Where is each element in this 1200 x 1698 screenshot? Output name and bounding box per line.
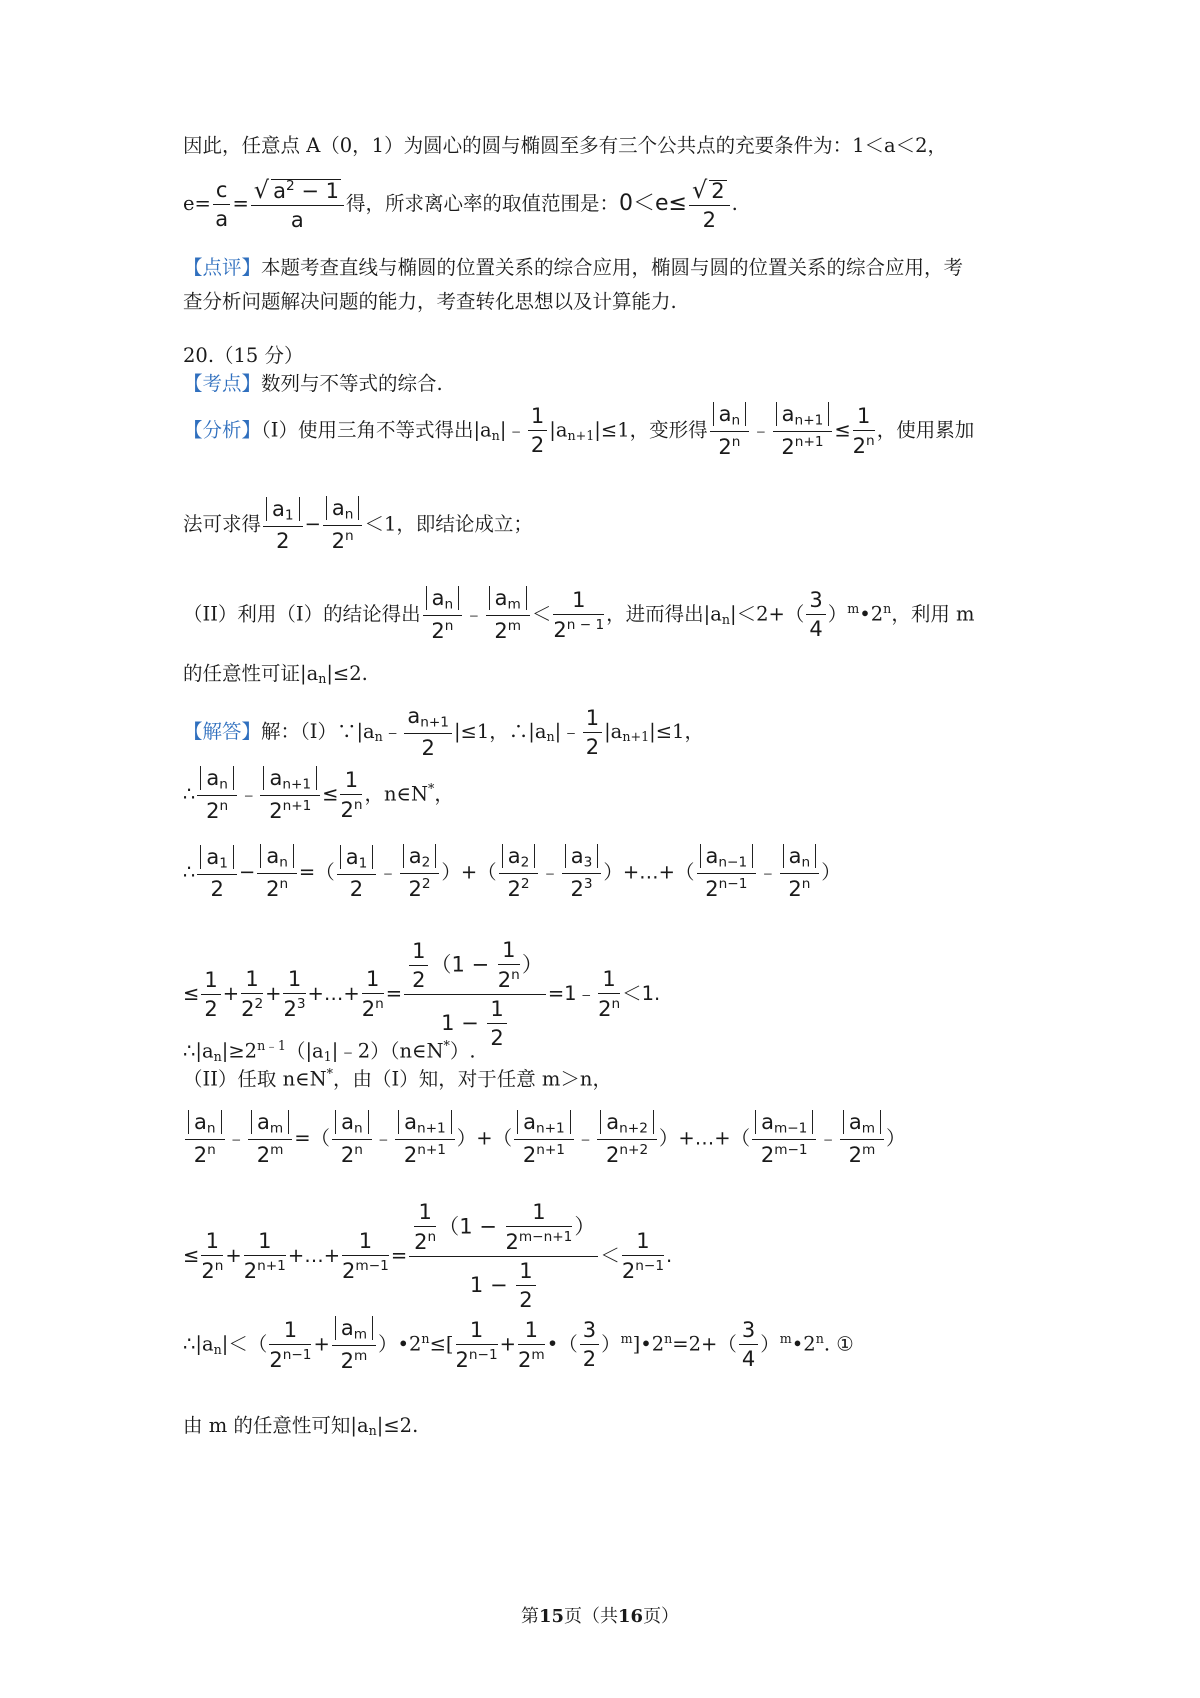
- solution-tag: 【解答】: [183, 720, 262, 744]
- conclusion-line: 因此，任意点 A（0，1）为圆心的圆与椭圆至多有三个公共点的充要条件为：1＜a＜2，: [183, 134, 948, 157]
- knowledge-point-line: 【考点】数列与不等式的综合.: [183, 372, 443, 395]
- comment-line-2: 查分析问题解决问题的能力，考查转化思想以及计算能力.: [183, 290, 677, 313]
- comment-tag: 【点评】: [183, 256, 262, 279]
- formula-e-c-over-a: $\frac{c}{a}$: [213, 180, 231, 230]
- solution-step-5: $\therefore|a_n|\ge 2^{n﹣1}(|a_1|﹣2)(n\in N^*)$.: [183, 1038, 476, 1064]
- formula-sqrt-over-a: $\frac{√ a^2 - 1}{a}$: [251, 178, 344, 231]
- knowledge-point-tag: 【考点】: [183, 372, 262, 395]
- solution-step-4: ≤ $\frac{1}{2}$ + $\frac{1}{2^2}$ + $\frac{1}{2^3}$ +…+ $\frac{1}{2^n}$ = $\frac{1}{2}$ （1 − $\frac{1}{2^n}$ ） 1 − $\frac{1}{2}$ =1﹣ $\frac{1}{2^n}$ ＜1.: [183, 938, 661, 1051]
- solution-step-2: ∴ $\frac{a_n}{2^n}$ ﹣ $\frac{a_{n+1}}{2^{n+1}}$ ≤ $\frac{1}{2^n}$ ，n∈N*，: [183, 766, 454, 824]
- analysis-line-2: 法可求得 $\frac{a_1}{2}$ − $\frac{a_n}{2^n}$ ＜1，即结论成立；: [183, 496, 533, 554]
- analysis-line-4: 的任意性可证$|a_n|\le 2$.: [183, 662, 368, 687]
- solution-final-line: 由 m 的任意性可知$|a_n|\le 2$.: [183, 1414, 419, 1439]
- total-page-number: 16: [618, 1606, 644, 1627]
- analysis-tag: 【分析】: [183, 418, 262, 442]
- solution-step-7: $\frac{a_n}{2^n}$ ﹣ $\frac{a_m}{2^m}$ =（ $\frac{a_n}{2^n}$ ﹣ $\frac{a_{n+1}}{2^{n+1}}$ ）+（ $\frac{a_{n+1}}{2^{n+1}}$ ﹣ $\frac{a_{n+2}}{2^{n+2}}$ ）+…+（ $\frac{a_{m-1}}{2^{m-1}}$ ﹣ $\frac{a_m}{2^m}$ ）: [183, 1112, 906, 1166]
- analysis-line-3: （II）利用（I）的结论得出 $\frac{a_n}{2^n}$ ﹣ $\frac{a_m}{2^m}$ ＜ $\frac{1}{2^{n - 1}}$ ，进而得出$|a_n|<2+$（ $\frac{3}{4}$ ）$^m$•2$^n$，利用 m: [183, 586, 975, 644]
- solution-step-3: ∴ $\frac{a_1}{2}$ − $\frac{a_n}{2^n}$ =（ $\frac{a_1}{2}$ ﹣ $\frac{a_2}{2^2}$ ）+（ $\frac{a_2}{2^2}$ ﹣ $\frac{a_3}{2^3}$ ）+…+（ $\frac{a_{n-1}}{2^{n-1}}$ ﹣ $\frac{a_n}{2^n}$ ）: [183, 844, 841, 902]
- current-page-number: 15: [538, 1606, 564, 1627]
- solution-step-9: $\therefore|a_n|<$（ $\frac{1}{2^{n-1}}$ + $\frac{a_m}{2^m}$ ）$•2^n\le$[ $\frac{1}{2^{n-1}}$ + $\frac{1}{2^m}$ •（ $\frac{3}{2}$ ）$^m]•2^n=2+$（ $\frac{3}{4}$ ）$^m$•2$^n$. ①: [183, 1316, 854, 1374]
- eccentricity-line: e= $\frac{c}{a}$ = $\frac{√ a^2 - 1}{a}$ 得，所求离心率的取值范围是：0＜e≤ $\frac{√ 2}{2}$ .: [183, 176, 738, 232]
- question-number: 20.（15 分）: [183, 344, 304, 367]
- page-footer: 第15页（共16页）: [520, 1606, 680, 1627]
- analysis-line-1: 【分析】（I）使用三角不等式得出$|a_n|﹣$ $\frac{1}{2}$ $|a_{n+1}|\le 1$，变形得 $\frac{a_n}{2^n}$ ﹣ $\frac{a_{n+1}}{2^{n+1}}$ ≤ $\frac{1}{2^n}$ ，使用累加: [183, 402, 975, 460]
- comment-line-1: 【点评】本题考查直线与椭圆的位置关系的综合应用，椭圆与圆的位置关系的综合应用，考: [183, 256, 964, 279]
- formula-range: 0＜e≤: [618, 191, 687, 216]
- solution-line-1: 【解答】解：$(I)\because|a_n﹣$ $\frac{a_{n+1}}{2}$ |≤1，$\therefore|a_n|﹣$ $\frac{1}{2}$ $|a_{n+1}|\le 1$，: [183, 704, 704, 761]
- solution-step-8: ≤ $\frac{1}{2^n}$ + $\frac{1}{2^{n+1}}$ +…+ $\frac{1}{2^{m-1}}$ = $\frac{1}{2^n}$ （1 − $\frac{1}{2^{m-n+1}}$ ） 1 − $\frac{1}{2}$ ＜ $\frac{1}{2^{n-1}}$ .: [183, 1200, 673, 1313]
- solution-part-2-intro: （II）任取 n∈N*，由（I）知，对于任意 m＞n，: [183, 1066, 612, 1091]
